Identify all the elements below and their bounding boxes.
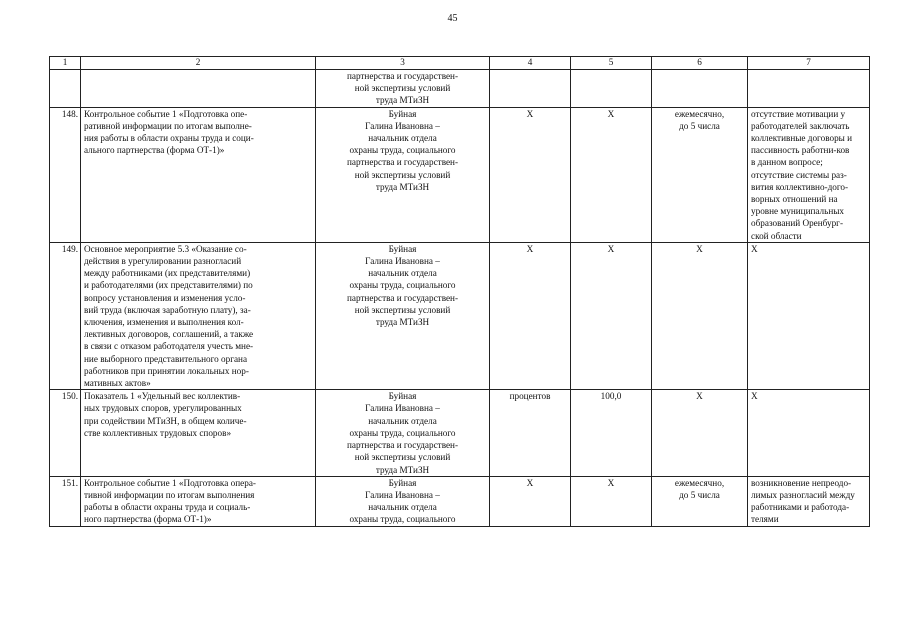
cell-line: между работниками (их представителями) — [84, 268, 251, 279]
cell-line: Галина Ивановна – — [365, 489, 440, 500]
cell-line: Галина Ивановна – — [365, 403, 440, 414]
cell-line: образований Оренбург- — [751, 218, 844, 229]
cell-line: телями — [751, 514, 779, 525]
cell-line: труда МТиЗН — [375, 95, 430, 106]
cell-line: Галина Ивановна – — [365, 120, 440, 131]
risk-cell — [748, 70, 870, 108]
responsible-cell — [316, 390, 490, 476]
column-header: 4 — [490, 57, 571, 70]
cell-line: партнерства и государствен- — [346, 292, 459, 303]
cell-line: мативных актов» — [84, 378, 151, 389]
cell-line: Х — [751, 243, 758, 254]
period-cell — [652, 390, 748, 476]
cell-line: Показатель 1 «Удельный вес коллектив- — [84, 391, 241, 402]
cell-line: при содействии МТиЗН, в общем количе- — [84, 415, 247, 426]
period-cell — [652, 70, 748, 108]
row-number-cell: 151. — [50, 476, 81, 526]
value-cell: Х — [571, 242, 652, 389]
cell-line: вития коллективно-дого- — [751, 181, 849, 192]
cell-line: Буйная — [388, 477, 417, 488]
cell-line: партнерства и государствен- — [346, 157, 459, 168]
unit-cell: Х — [490, 476, 571, 526]
description-cell — [81, 390, 316, 476]
cell-line: тивной информации по итогам выполнения — [84, 489, 255, 500]
risk-cell — [748, 107, 870, 242]
value-cell: 100,0 — [571, 390, 652, 476]
cell-line: начальник отдела — [368, 133, 437, 144]
unit-cell: Х — [490, 242, 571, 389]
cell-line: отсутствие системы раз- — [751, 169, 847, 180]
column-header: 5 — [571, 57, 652, 70]
cell-line: ной экспертизы условий — [354, 83, 451, 94]
cell-line: ной экспертизы условий — [354, 304, 451, 315]
cell-line: Контрольное событие 1 «Подготовка опера- — [84, 477, 256, 488]
cell-line: уровне муниципальных — [751, 206, 845, 217]
cell-line: охраны труда, социального — [349, 280, 456, 291]
description-cell — [81, 107, 316, 242]
cell-line: ного партнерства (форма ОТ-1)» — [84, 514, 212, 525]
cell-line: труда МТиЗН — [375, 181, 430, 192]
column-header: 7 — [748, 57, 870, 70]
cell-line: Контрольное событие 1 «Подготовка опе- — [84, 108, 248, 119]
period-cell — [652, 242, 748, 389]
cell-line: ворных отношений на — [751, 194, 838, 205]
table-body — [50, 70, 870, 527]
responsible-cell — [316, 242, 490, 389]
cell-line: до 5 числа — [679, 120, 720, 131]
unit-cell — [490, 70, 571, 108]
value-cell: Х — [571, 476, 652, 526]
responsible-cell — [316, 476, 490, 526]
risk-cell — [748, 476, 870, 526]
cell-line: ального партнерства (форма ОТ-1)» — [84, 145, 225, 156]
column-header: 3 — [316, 57, 490, 70]
cell-line: отсутствие мотивации у — [751, 108, 846, 119]
cell-line: труда МТиЗН — [375, 317, 430, 328]
cell-line: Х — [751, 391, 758, 402]
cell-line: работы в области охраны труда и социаль- — [84, 502, 251, 513]
cell-line: Х — [696, 391, 703, 402]
cell-line: начальник отдела — [368, 415, 437, 426]
cell-line: до 5 числа — [679, 489, 720, 500]
cell-line: партнерства и государствен- — [346, 71, 459, 81]
responsible-cell — [316, 70, 490, 108]
page-number: 45 — [447, 13, 458, 24]
column-header: 6 — [652, 57, 748, 70]
cell-line: лимых разногласий между — [751, 489, 855, 500]
cell-line: Буйная — [388, 108, 417, 119]
cell-line: Буйная — [388, 391, 417, 402]
program-table — [49, 56, 870, 527]
cell-line: работодателей заключать — [751, 120, 850, 131]
cell-line: партнерства и государствен- — [346, 440, 459, 451]
cell-line: Буйная — [388, 243, 417, 254]
responsible-cell — [316, 107, 490, 242]
description-cell — [81, 242, 316, 389]
table-row — [50, 70, 870, 108]
unit-cell: процентов — [490, 390, 571, 476]
cell-line: Галина Ивановна – — [365, 256, 440, 267]
value-cell: Х — [571, 107, 652, 242]
cell-line: ративной информации по итогам выполне- — [84, 120, 252, 131]
unit-cell: Х — [490, 107, 571, 242]
cell-line: вопросу установления и изменения усло- — [84, 292, 246, 303]
cell-line: работниками и работода- — [751, 502, 850, 513]
row-number-cell: 148. — [50, 107, 81, 242]
cell-line: Х — [696, 243, 703, 254]
cell-line: в связи с отказом работодателя учесть мне- — [84, 341, 254, 352]
table-row — [50, 476, 870, 526]
row-number-cell: 150. — [50, 390, 81, 476]
cell-line: в данном вопросе; — [751, 157, 823, 168]
cell-line: лективных договоров, соглашений, а также — [84, 329, 254, 340]
table-row — [50, 107, 870, 242]
period-cell — [652, 107, 748, 242]
column-header: 1 — [50, 57, 81, 70]
cell-line: коллективные договоры и — [751, 133, 853, 144]
cell-line: ежемесячно, — [674, 477, 725, 488]
value-cell — [571, 70, 652, 108]
cell-line: труда МТиЗН — [375, 464, 430, 475]
cell-line: ние выборного представительного органа — [84, 353, 248, 364]
cell-line: охраны труда, социального — [349, 145, 456, 156]
table-row — [50, 242, 870, 389]
cell-line: возникновение непреодо- — [751, 477, 852, 488]
period-cell — [652, 476, 748, 526]
cell-line: вий труда (включая заработную плату), за- — [84, 304, 251, 315]
cell-line: ключения, изменения и выполнения кол- — [84, 317, 244, 328]
row-number-cell: 149. — [50, 242, 81, 389]
cell-line: ежемесячно, — [674, 108, 725, 119]
risk-cell — [748, 390, 870, 476]
cell-line: Основное мероприятие 5.3 «Оказание со- — [84, 243, 247, 254]
risk-cell — [748, 242, 870, 389]
cell-line: действия в урегулировании разногласий — [84, 256, 242, 267]
row-number-cell — [50, 70, 81, 108]
description-cell — [81, 70, 316, 108]
cell-line: и работодателями (их представителями) по — [84, 280, 253, 291]
cell-line: ной экспертизы условий — [354, 452, 451, 463]
column-number-header-row — [50, 57, 870, 70]
column-header: 2 — [81, 57, 316, 70]
cell-line: ной экспертизы условий — [354, 169, 451, 180]
cell-line: охраны труда, социального — [349, 514, 456, 525]
cell-line: ния работы в области охраны труда и соци- — [84, 133, 254, 144]
cell-line: ных трудовых споров, урегулированных — [84, 403, 242, 414]
cell-line: начальник отдела — [368, 502, 437, 513]
cell-line: ской области — [751, 230, 802, 241]
cell-line: начальник отдела — [368, 268, 437, 279]
table-row — [50, 390, 870, 476]
cell-line: стве коллективных трудовых споров» — [84, 427, 232, 438]
cell-line: охраны труда, социального — [349, 427, 456, 438]
cell-line: работников при принятии локальных нор- — [84, 365, 249, 376]
cell-line: пассивность работни-ков — [751, 145, 850, 156]
description-cell — [81, 476, 316, 526]
